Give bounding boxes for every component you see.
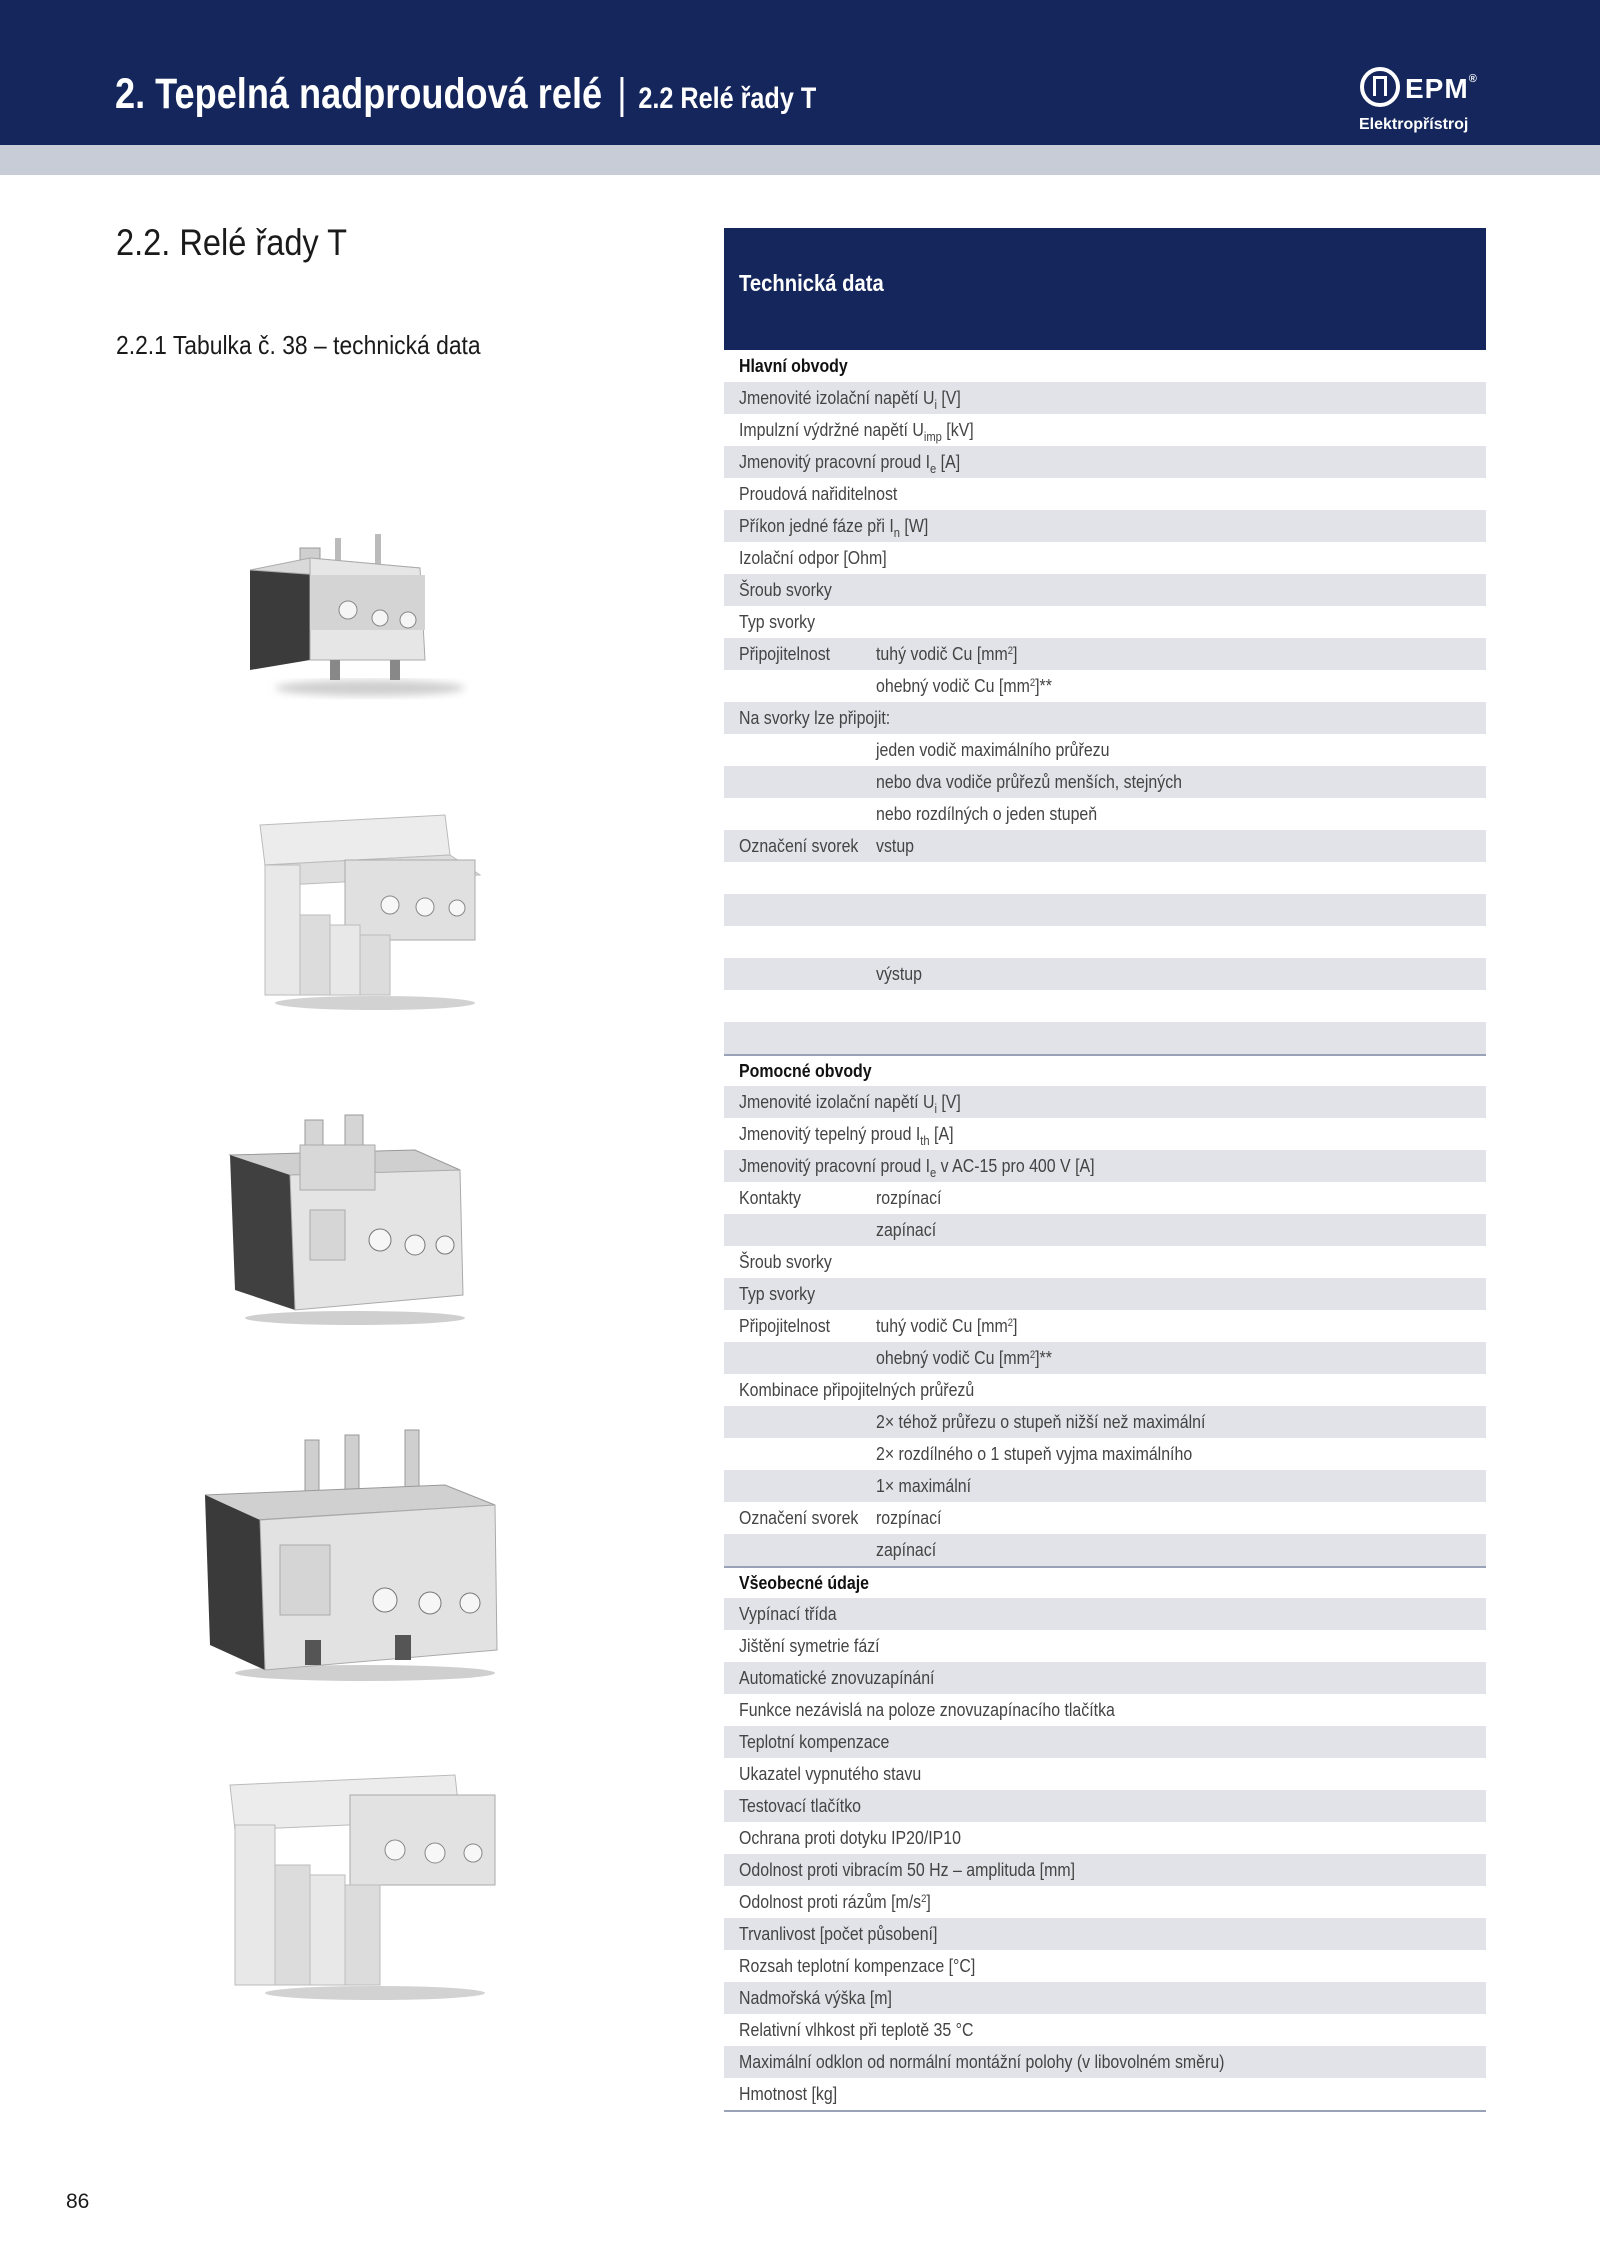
section-title: 2.2. Relé řady T [116, 222, 348, 263]
table-row: Relativní vlhkost při teplotě 35 °C [739, 2019, 974, 2040]
table-row: Testovací tlačítko [724, 1790, 1486, 1822]
table-row: Funkce nezávislá na poloze znovuzapínacího tlačítka [739, 1699, 1115, 1720]
table-row: Kontakty rozpínací [739, 1187, 942, 1208]
table-row [724, 894, 1486, 926]
table-row: Šroub svorky [724, 574, 1486, 606]
page-number: 86 [66, 2190, 90, 2213]
table-row [724, 1022, 1486, 1054]
table-row: Jmenovité izolační napětí $U_i$ [V] [724, 1086, 1486, 1118]
table-row: nebo dva vodiče průřezů menších, stejných [724, 766, 1486, 798]
header-title [115, 70, 816, 119]
table-row: Rozsah teplotní kompenzace [°C] [739, 1955, 976, 1976]
table-row: 2× rozdílného o 1 stupeň vyjma maximálního [876, 1443, 1193, 1464]
chapter-title: 2. Tepelná nadproudová relé [115, 70, 603, 118]
header-bar [0, 0, 1600, 145]
table-row: Maximální odklon od normální montážní polohy (v libovolném směru) [724, 2046, 1486, 2078]
table-row: Příkon jedné fáze při $I_n$ [W] [724, 510, 1486, 542]
section-heading-general: Všeobecné údaje [724, 1566, 1486, 1598]
logo-emblem-icon [1360, 67, 1400, 107]
table-row: Impulzní výdržné napětí $U_{imp}$ [kV] [739, 419, 974, 444]
table-row: Jmenovitý tepelný proud $I_{th}$ [A] [739, 1123, 954, 1148]
table-row: Jmenovitý pracovní proud $I_e$ v AC-15 pro 400 V [A] [724, 1150, 1486, 1182]
table-row: zapínací [724, 1534, 1486, 1566]
table-row: Kombinace připojitelných průřezů [739, 1379, 975, 1400]
table-row: ohebný vodič Cu $[mm^2]**$ [876, 675, 1052, 696]
table-row: Jištění symetrie fází [739, 1635, 880, 1656]
table-header [724, 228, 1486, 350]
table-row: Hmotnost [kg] [724, 2078, 1486, 2112]
table-row: nebo rozdílných o jeden stupeň [876, 803, 1098, 824]
table-row: 2× téhož průřezu o stupeň nižší než maximální [724, 1406, 1486, 1438]
table-row: Šroub svorky [739, 1251, 832, 1272]
table-row: Jmenovité izolační napětí $U_i$ [V] [724, 382, 1486, 414]
table-row: Izolační odpor [Ohm] [739, 547, 887, 568]
table-row [724, 990, 1486, 1022]
section-heading-aux: Pomocné obvody [724, 1054, 1486, 1086]
epm-logo [1355, 64, 1485, 138]
table-row: Připojitelnost tuhý vodič Cu $[mm^2]$ [724, 638, 1486, 670]
technical-data-table [724, 350, 1486, 2112]
table-row: Odolnost proti rázům $[m/s^2]$ [739, 1891, 931, 1912]
table-header-label: Technická data [739, 270, 884, 296]
logo-subtitle: Elektropřístroj [1359, 116, 1469, 133]
table-row: Ukazatel vypnutého stavu [739, 1763, 922, 1784]
table-row [724, 926, 1486, 958]
relay-photo-1 [240, 510, 470, 700]
table-row: zapínací [724, 1214, 1486, 1246]
table-row: Typ svorky [724, 1278, 1486, 1310]
table-row: Odolnost proti vibracím 50 Hz – amplituda [mm] [724, 1854, 1486, 1886]
header-separator: | [617, 70, 627, 118]
table-row: Připojitelnost tuhý vodič Cu $[mm^2]$ [739, 1315, 1018, 1336]
table-row: Jmenovitý pracovní proud $I_e$ [A] [724, 446, 1486, 478]
table-row: 1× maximální [724, 1470, 1486, 1502]
relay-photo-3 [215, 1110, 475, 1330]
table-row: jeden vodič maximálního průřezu [876, 739, 1110, 760]
table-row: Na svorky lze připojit: [724, 702, 1486, 734]
table-row: Označení svorek vstup [724, 830, 1486, 862]
table-row: Vypínací třída [724, 1598, 1486, 1630]
table-caption: 2.2.1 Tabulka č. 38 – technická data [116, 330, 481, 360]
table-row: Typ svorky [739, 611, 816, 632]
table-row: Nadmořská výška [m] [724, 1982, 1486, 2014]
relay-photo-5 [215, 1765, 515, 2005]
logo-wordmark: EPM® [1405, 73, 1478, 104]
relay-photo-2 [245, 805, 485, 1015]
table-row: Trvanlivost [počet působení] [724, 1918, 1486, 1950]
table-row [724, 862, 1486, 894]
table-row: výstup [724, 958, 1486, 990]
table-row: Proudová nařiditelnost [739, 483, 898, 504]
table-row: Automatické znovuzapínání [724, 1662, 1486, 1694]
table-row: ohebný vodič Cu $[mm^2]**$ [724, 1342, 1486, 1374]
subsection-title: 2.2 Relé řady T [638, 82, 817, 115]
table-row: Označení svorek rozpínací [739, 1507, 942, 1528]
table-row: Ochrana proti dotyku IP20/IP10 [739, 1827, 961, 1848]
section-heading-main: Hlavní obvody [739, 355, 848, 376]
relay-photo-4 [195, 1425, 515, 1685]
table-row: Teplotní kompenzace [724, 1726, 1486, 1758]
header-band [0, 145, 1600, 175]
